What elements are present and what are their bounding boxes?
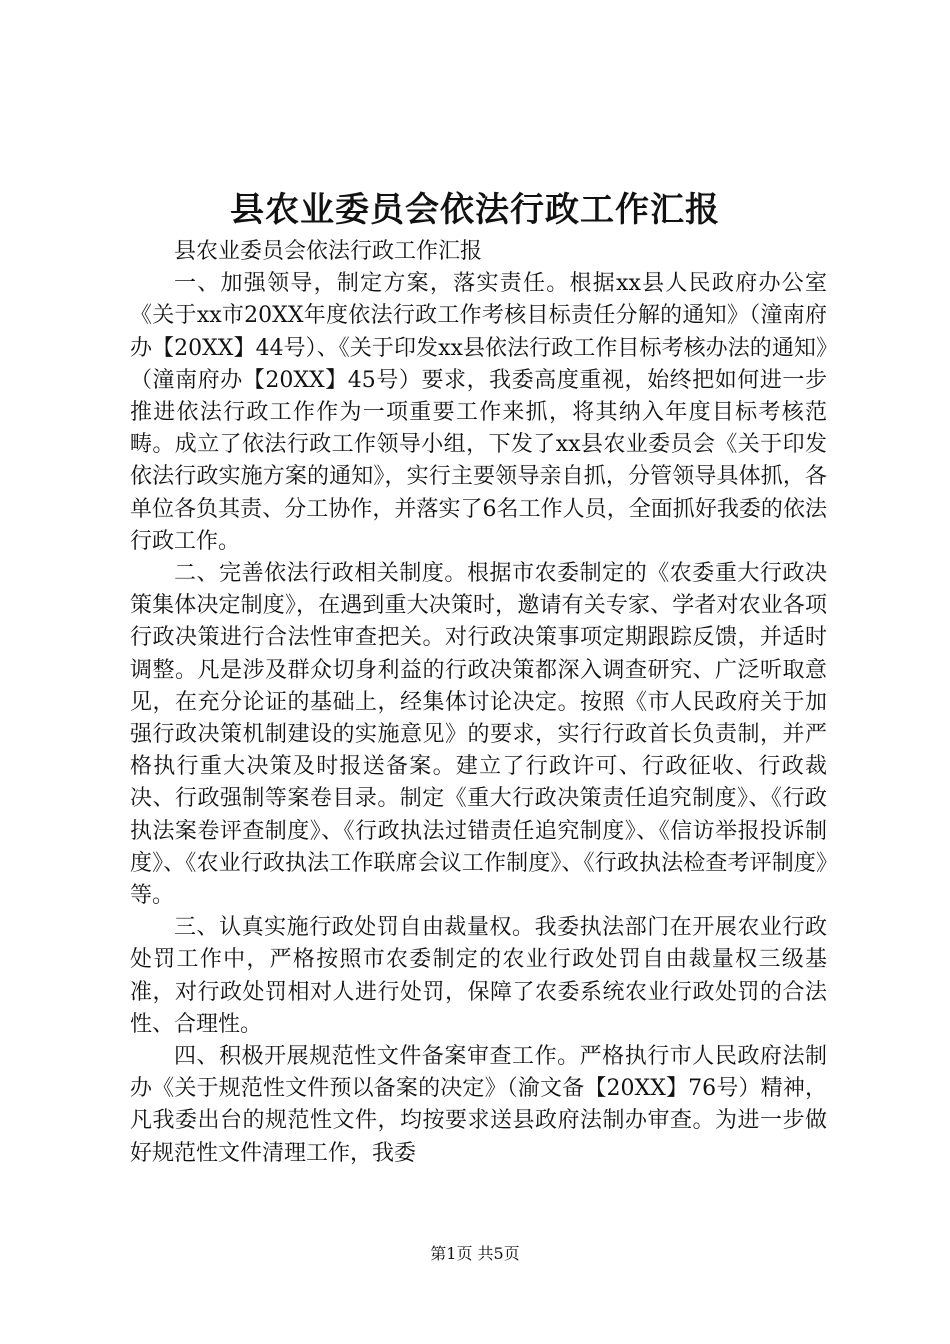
paragraph-4: 四、积极开展规范性文件备案审查工作。严格执行市人民政府法制办《关于规范性文件预以备案的决定》（渝文备【20XX】76号）精神，凡我委出台的规范性文件，均按要求送县政府法制办审查。为进一步做好规范性文件清理工作，我委 (130, 1044, 827, 1166)
paragraph-1: 一、加强领导，制定方案，落实责任。根据xx县人民政府办公室《关于xx市20XX年度依法行政工作考核目标责任分解的通知》（潼南府办【20XX】44号）、《关于印发xx县依法行政工作目标考核办法的通知》（潼南府办【20XX】45号）要求，我委高度重视，始终把如何进一步推进依法行政工作作为一项重要工作来抓，将其纳入年度目标考核范畴。成立了依法行政工作领导小组，下发了xx县农业委员会《关于印发依法行政实施方案的通知》，实行主要领导亲自抓，分管领导具体抓，各单位各负其责、分工协作，并落实了6名工作人员，全面抓好我委的依法行政工作。 (130, 271, 827, 554)
paragraph-2: 二、完善依法行政相关制度。根据市农委制定的《农委重大行政决策集体决定制度》，在遇到重大决策时，邀请有关专家、学者对农业各项行政决策进行合法性审查把关。对行政决策事项定期跟踪反馈，并适时调整。凡是涉及群众切身利益的行政决策都深入调查研究、广泛听取意见，在充分论证的基础上，经集体讨论决定。按照《市人民政府关于加强行政决策机制建设的实施意见》的要求，实行行政首长负责制，并严格执行重大决策及时报送备案。建立了行政许可、行政征收、行政裁决、行政强制等案卷目录。制定《重大行政决策责任追究制度》、《行政执法案卷评查制度》、《行政执法过错责任追究制度》、《信访举报投诉制度》、《农业行政执法工作联席会议工作制度》、《行政执法检查考评制度》等。 (130, 561, 827, 909)
document-title: 县农业委员会依法行政工作汇报 (230, 190, 720, 230)
page-number-footer: 第1页 共5页 (430, 1244, 520, 1263)
paragraph-3: 三、认真实施行政处罚自由裁量权。我委执法部门在开展农业行政处罚工作中，严格按照市农委制定的农业行政处罚自由裁量权三级基准，对行政处罚相对人进行处罚，保障了农委系统农业行政处罚的合法性、合理性。 (130, 915, 827, 1037)
document-body (130, 236, 827, 1170)
subtitle-line: 县农业委员会依法行政工作汇报 (174, 239, 483, 264)
